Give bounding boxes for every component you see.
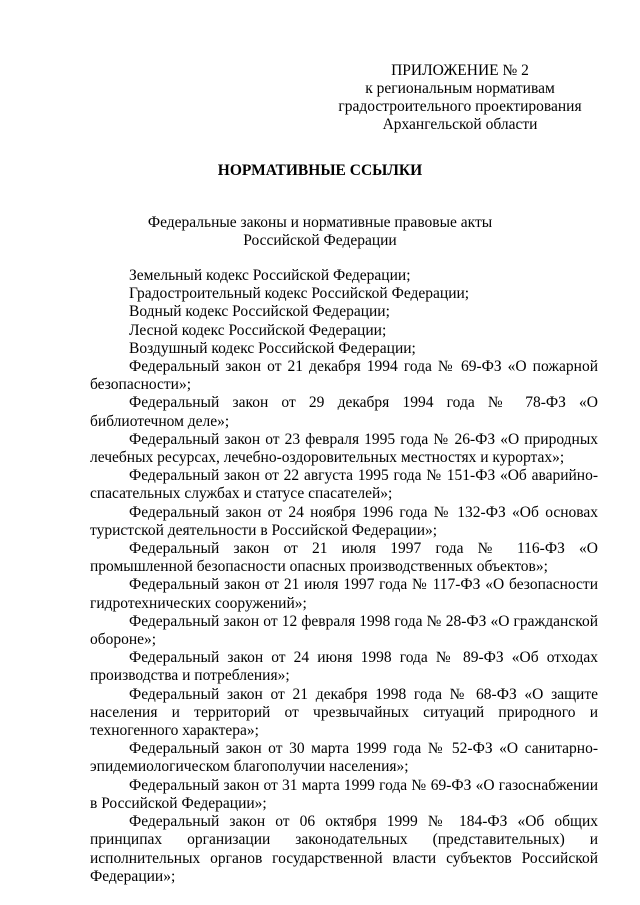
section-heading — [0, 214, 640, 250]
list-item: Федеральный закон от 21 июля 1997 года № 117-ФЗ «О безопасности гидротехнических сооружений»; — [90, 576, 598, 612]
appendix-header — [330, 62, 590, 134]
list-item: Земельный кодекс Российской Федерации; — [129, 267, 411, 284]
section-heading-line: Российской Федерации — [243, 232, 397, 249]
list-item: Федеральный закон от 23 февраля 1995 года № 26-ФЗ «О природных лечебных ресурсах, лечебно-оздоровительных местностях и курортах»; — [90, 430, 598, 467]
page-title: НОРМАТИВНЫЕ ССЫЛКИ — [217, 162, 423, 179]
list-item: Федеральный закон от 12 февраля 1998 года № 28-ФЗ «О гражданской обороне»; — [90, 612, 598, 649]
appendix-line: Архангельской области — [382, 116, 538, 133]
list-item: Федеральный закон от 24 июня 1998 года № 89-ФЗ «Об отходах производства и потребления»; — [90, 649, 598, 685]
list-item: Водный кодекс Российской Федерации; — [129, 303, 390, 321]
appendix-line: градостроительного проектирования — [338, 98, 582, 115]
list-item: Федеральный закон от 06 октября 1999 № 184-ФЗ «Об общих принципах организации законодательных (представительных) и исполнительных органов государственной власти субъектов Российской Федерации»; — [90, 813, 598, 885]
appendix-line: к региональным нормативам — [365, 80, 555, 97]
list-item: Федеральный закон от 21 декабря 1994 года № 69-ФЗ «О пожарной безопасности»; — [90, 358, 598, 394]
list-item: Лесной кодекс Российской Федерации; — [129, 321, 387, 339]
list-item: Федеральный закон от 31 марта 1999 года № 69-ФЗ «О газоснабжении в Российской Федерации»; — [90, 776, 598, 812]
list-item: Федеральный закон от 21 декабря 1998 года № 68-ФЗ «О защите населения и территорий от чрезвычайных ситуаций природного и техногенного характера»; — [90, 685, 598, 740]
list-item: Федеральный закон от 22 августа 1995 года № 151-ФЗ «Об аварийно-спасательных службах и статусе спасателей»; — [90, 467, 598, 503]
list-item: Федеральный закон от 30 марта 1999 года № 52-ФЗ «О санитарно-эпидемиологическом благополучии населения»; — [90, 740, 598, 776]
list-item: Градостроительный кодекс Российской Федерации; — [129, 285, 470, 303]
references-list — [90, 267, 598, 886]
list-item: Федеральный закон от 24 ноября 1996 года № 132-ФЗ «Об основах туристской деятельности в Российской Федерации»; — [90, 503, 598, 539]
list-item: Воздушный кодекс Российской Федерации; — [129, 339, 416, 357]
section-heading-line: Федеральные законы и нормативные правовые акты — [147, 214, 493, 231]
list-item: Федеральный закон от 21 июля 1997 года № 116-ФЗ «О промышленной безопасности опасных производственных объектов»; — [90, 540, 598, 576]
list-item: Федеральный закон от 29 декабря 1994 года № 78-ФЗ «О библиотечном деле»; — [90, 394, 598, 430]
appendix-number: ПРИЛОЖЕНИЕ № 2 — [391, 62, 529, 79]
